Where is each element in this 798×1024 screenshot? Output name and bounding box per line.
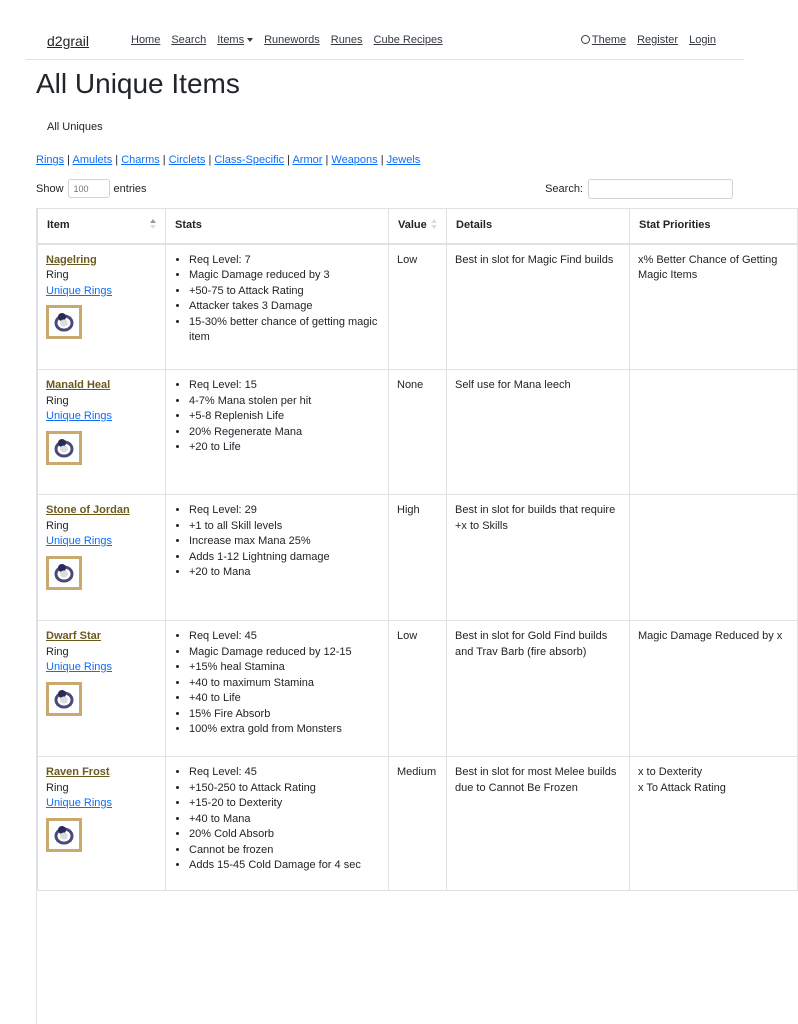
item-type: Ring [46, 781, 69, 794]
stat-line: • 15-30% better chance of getting magic item [189, 315, 380, 346]
stats-list [174, 503, 380, 581]
item-category-link[interactable]: Unique Rings [46, 284, 113, 297]
category-links: Rings | Amulets | Charms | Circlets | Class-Specific | Armor | Weapons | Jewels [36, 154, 421, 166]
stat-priority: x% Better Chance of Getting Magic Items [638, 253, 778, 281]
stat-line: • +40 to Mana [189, 812, 380, 828]
nav-right [581, 34, 716, 46]
stat-priority: Magic Damage Reduced by x [638, 630, 783, 642]
stat-line: • Magic Damage reduced by 3 [189, 268, 380, 284]
details-cell: Self use for Mana leech [447, 370, 630, 495]
table-row [38, 244, 798, 370]
category-link-weapons[interactable]: Weapons [331, 154, 378, 166]
item-name-link[interactable]: Stone of Jordan [46, 504, 130, 516]
stat-line: • +20 to Life [189, 440, 380, 456]
details-cell: Best in slot for most Melee builds due to Cannot Be Frozen [447, 757, 630, 891]
table-header-row [38, 209, 798, 244]
ring-icon[interactable] [46, 818, 82, 852]
stat-line: • 15% Fire Absorb [189, 707, 380, 723]
stat-line: • Magic Damage reduced by 12-15 [189, 645, 380, 661]
caret-down-icon [247, 38, 253, 42]
details-cell: Best in slot for builds that require +x to Skills [447, 495, 630, 621]
nav-search-link[interactable]: Search [171, 34, 207, 46]
stat-line: • Req Level: 15 [189, 378, 380, 394]
header-stat-priorities[interactable]: Stat Priorities [630, 209, 798, 244]
brand-link[interactable]: d2grail [47, 33, 90, 49]
details-cell: Best in slot for Gold Find builds and Trav Barb (fire absorb) [447, 621, 630, 757]
header-stats[interactable]: Stats [166, 209, 389, 244]
page-title: All Unique Items [36, 68, 240, 99]
sort-asc-icon [150, 219, 156, 230]
table-row [38, 370, 798, 495]
stat-line: • +150-250 to Attack Rating [189, 781, 380, 797]
category-link-jewels[interactable]: Jewels [386, 154, 421, 166]
priorities-cell [630, 495, 798, 621]
ring-icon[interactable] [46, 431, 82, 465]
stat-line: • Cannot be frozen [189, 843, 380, 859]
table-search [545, 179, 733, 199]
item-type: Ring [46, 519, 69, 532]
value-cell: Low [389, 621, 447, 757]
priorities-cell [630, 757, 798, 891]
header-item[interactable]: Item [38, 209, 166, 244]
stats-cell [166, 495, 389, 621]
stat-line: • 20% Regenerate Mana [189, 425, 380, 441]
details-cell: Best in slot for Magic Find builds [447, 244, 630, 370]
theme-link[interactable]: Theme [591, 34, 627, 46]
stats-cell [166, 621, 389, 757]
item-category-link[interactable]: Unique Rings [46, 410, 113, 422]
priorities-cell [630, 244, 798, 370]
stats-list [174, 629, 380, 738]
category-link-circlets[interactable]: Circlets [168, 154, 206, 166]
item-type: Ring [46, 269, 69, 281]
nav-runes-link[interactable]: Runes [330, 34, 363, 46]
item-type: Ring [46, 394, 69, 407]
item-name-link[interactable]: Dwarf Star [46, 630, 102, 642]
stat-line: • Req Level: 45 [189, 629, 380, 645]
nav-items-dropdown[interactable] [217, 34, 253, 46]
ring-icon[interactable] [46, 556, 82, 590]
stat-line: • 20% Cold Absorb [189, 827, 380, 843]
stat-line: • +15% heal Stamina [189, 660, 380, 676]
login-link[interactable]: Login [689, 34, 716, 46]
stats-list [174, 253, 380, 346]
category-link-rings[interactable]: Rings [36, 154, 65, 166]
item-name-link[interactable]: Manald Heal [46, 379, 111, 391]
stat-line: • 100% extra gold from Monsters [189, 722, 380, 738]
stat-line: • +50-75 to Attack Rating [189, 284, 380, 300]
nav-cube-recipes-link[interactable]: Cube Recipes [373, 34, 443, 46]
priorities-cell [630, 621, 798, 757]
stat-line: • +40 to Life [189, 691, 380, 707]
search-input[interactable] [588, 179, 733, 199]
table-row [38, 757, 798, 891]
stats-cell [166, 757, 389, 891]
item-cell [38, 621, 166, 757]
item-name-link[interactable]: Raven Frost [46, 766, 110, 778]
stat-priority: x to Dexterity [638, 766, 703, 778]
value-cell: Medium [389, 757, 447, 891]
stat-line: • Req Level: 45 [189, 765, 380, 781]
stats-list [174, 765, 380, 874]
stat-line: • Adds 1-12 Lightning damage [189, 550, 380, 566]
category-link-armor[interactable]: Armor [292, 154, 323, 166]
stat-line: • +40 to maximum Stamina [189, 676, 380, 692]
priorities-cell [630, 370, 798, 495]
stat-line: • Attacker takes 3 Damage [189, 299, 380, 315]
ring-icon[interactable] [46, 682, 82, 716]
value-cell: High [389, 495, 447, 621]
stat-line: • +1 to all Skill levels [189, 519, 380, 535]
item-category-link[interactable]: Unique Rings [46, 797, 113, 809]
category-link-class-specific[interactable]: Class-Specific [214, 154, 285, 166]
unique-items-table [37, 208, 798, 891]
item-category-link[interactable]: Unique Rings [46, 535, 113, 547]
header-value[interactable]: Value [389, 209, 447, 244]
stats-cell [166, 244, 389, 370]
sort-icon [431, 219, 437, 230]
stat-line: • +20 to Mana [189, 565, 380, 581]
table-container [36, 208, 783, 1024]
entries-select[interactable] [68, 179, 110, 198]
search-label: Search: [545, 183, 583, 195]
value-cell: None [389, 370, 447, 495]
item-name-link[interactable]: Nagelring [46, 253, 97, 266]
theme-toggle[interactable] [581, 34, 626, 46]
item-type: Ring [46, 645, 69, 658]
tab-all-uniques[interactable]: All Uniques [47, 121, 103, 133]
category-link-amulets[interactable]: Amulets [72, 154, 113, 166]
nav-items-link[interactable]: Items [217, 34, 245, 46]
register-link[interactable]: Register [637, 34, 679, 46]
nav-links [131, 34, 443, 46]
item-category-link[interactable]: Unique Rings [46, 661, 113, 673]
table-row [38, 621, 798, 757]
stat-line: • Increase max Mana 25% [189, 534, 380, 550]
show-label: Show [36, 182, 64, 195]
stats-cell [166, 370, 389, 495]
stat-line: • Req Level: 29 [189, 503, 380, 519]
theme-icon [581, 35, 590, 44]
item-cell [38, 495, 166, 621]
item-cell [38, 757, 166, 891]
stat-line: • +15-20 to Dexterity [189, 796, 380, 812]
navbar [26, 0, 744, 60]
entries-label: entries [113, 182, 147, 195]
category-link-charms[interactable]: Charms [121, 154, 160, 166]
item-cell [38, 370, 166, 495]
stat-line: • Req Level: 7 [189, 253, 380, 269]
value-cell: Low [389, 244, 447, 370]
ring-icon[interactable] [46, 305, 82, 339]
nav-home-link[interactable]: Home [131, 34, 161, 46]
stats-list [174, 378, 380, 456]
table-row [38, 495, 798, 621]
nav-runewords-link[interactable]: Runewords [264, 34, 320, 46]
item-cell [38, 244, 166, 370]
header-details[interactable]: Details [447, 209, 630, 244]
stat-line: • +5-8 Replenish Life [189, 409, 380, 425]
stat-line: • Adds 15-45 Cold Damage for 4 sec [189, 858, 380, 874]
stat-priority: x To Attack Rating [638, 781, 726, 794]
stat-line: • 4-7% Mana stolen per hit [189, 394, 380, 410]
show-entries [36, 179, 147, 198]
